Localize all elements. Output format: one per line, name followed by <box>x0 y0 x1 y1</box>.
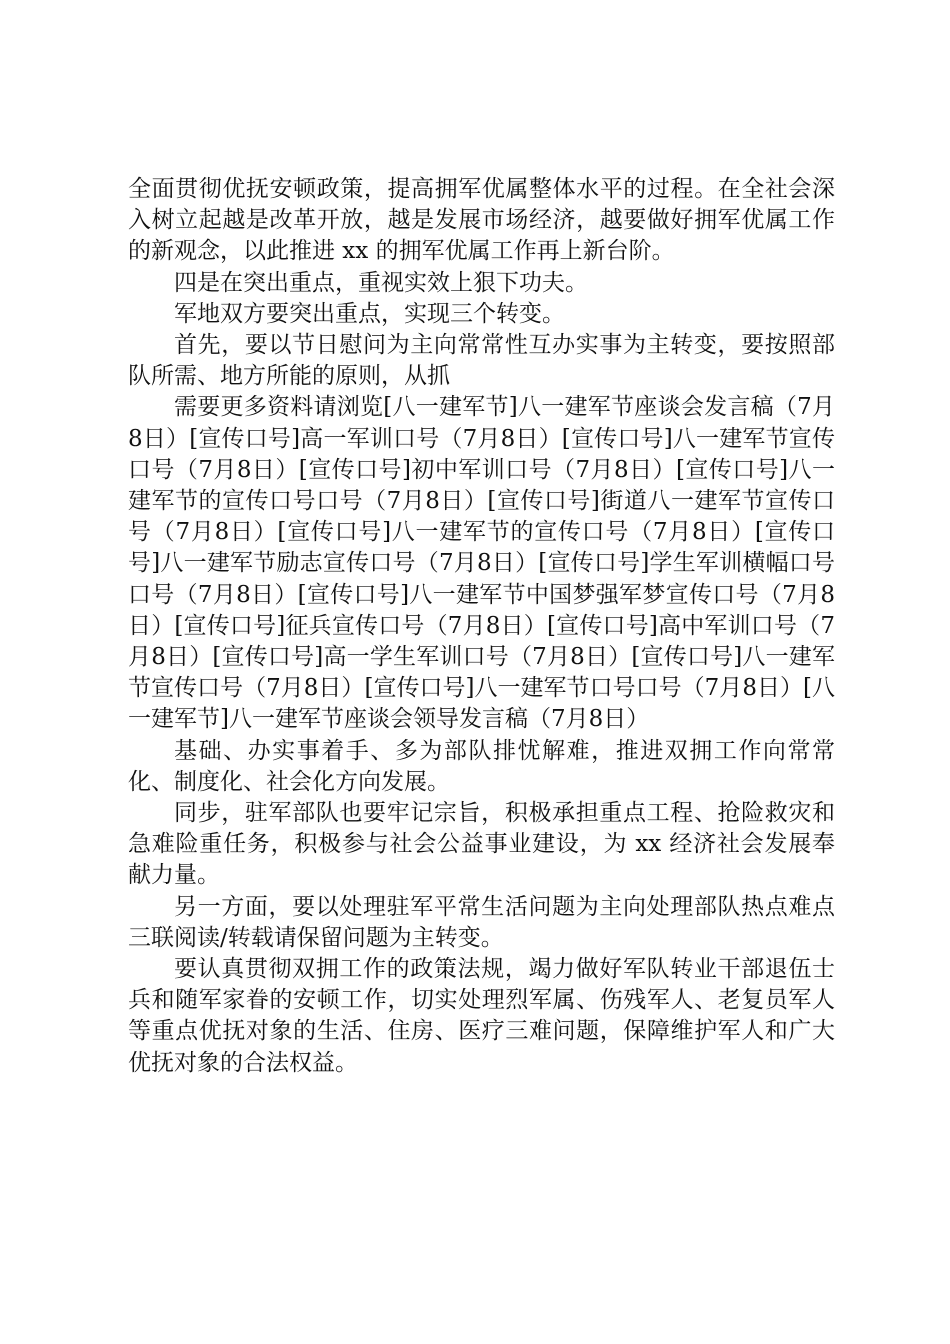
paragraph-9: 要认真贯彻双拥工作的政策法规，竭力做好军队转业干部退伍士兵和随军家眷的安顿工作，切实处理烈军属、伤残军人、老复员军人等重点优抚对象的生活、住房、医疗三难问题，保障维护军人和广大优抚对象的合法权益。 <box>128 956 835 1076</box>
paragraph-7: 同步，驻军部队也要牢记宗旨，积极承担重点工程、抢险救灾和急难险重任务，积极参与社会公益事业建设，为 xx 经济社会发展奉献力量。 <box>128 800 835 889</box>
paragraph-1: 全面贯彻优抚安顿政策，提高拥军优属整体水平的过程。在全社会深入树立起越是改革开放，越是发展市场经济，越要做好拥军优属工作的新观念，以此推进 xx 的拥军优属工作再上新台阶。 <box>128 176 835 265</box>
paragraph-8: 另一方面，要以处理驻军平常生活问题为主向处理部队热点难点三联阅读/转载请保留问题为主转变。 <box>128 893 835 951</box>
document-body <box>128 174 835 1079</box>
paragraph-5: 需要更多资料请浏览[八一建军节]八一建军节座谈会发言稿（7月8日）[宣传口号]高一军训口号（7月8日）[宣传口号]八一建军节宣传口号（7月8日）[宣传口号]初中军训口号（7月8日）[宣传口号]八一建军节的宣传口号口号（7月8日）[宣传口号]街道八一建军节宣传口号（7月8日）[宣传口号]八一建军节的宣传口号（7月8日）[宣传口号]八一建军节励志宣传口号（7月8日）[宣传口号]学生军训横幅口号口号（7月8日）[宣传口号]八一建军节中国梦强军梦宣传口号（7月8日）[宣传口号]征兵宣传口号（7月8日）[宣传口号]高中军训口号（7月8日）[宣传口号]高一学生军训口号（7月8日）[宣传口号]八一建军节宣传口号（7月8日）[宣传口号]八一建军节口号口号（7月8日）[八一建军节]八一建军节座谈会领导发言稿（7月8日） <box>128 394 835 733</box>
paragraph-6: 基础、办实事着手、多为部队排忧解难，推进双拥工作向常常化、制度化、社会化方向发展。 <box>128 737 835 795</box>
paragraph-2: 四是在突出重点，重视实效上狠下功夫。 <box>174 269 588 296</box>
paragraph-3: 军地双方要突出重点，实现三个转变。 <box>174 300 565 327</box>
paragraph-4: 首先，要以节日慰问为主向常常性互办实事为主转变，要按照部队所需、地方所能的原则，从抓 <box>128 332 835 390</box>
